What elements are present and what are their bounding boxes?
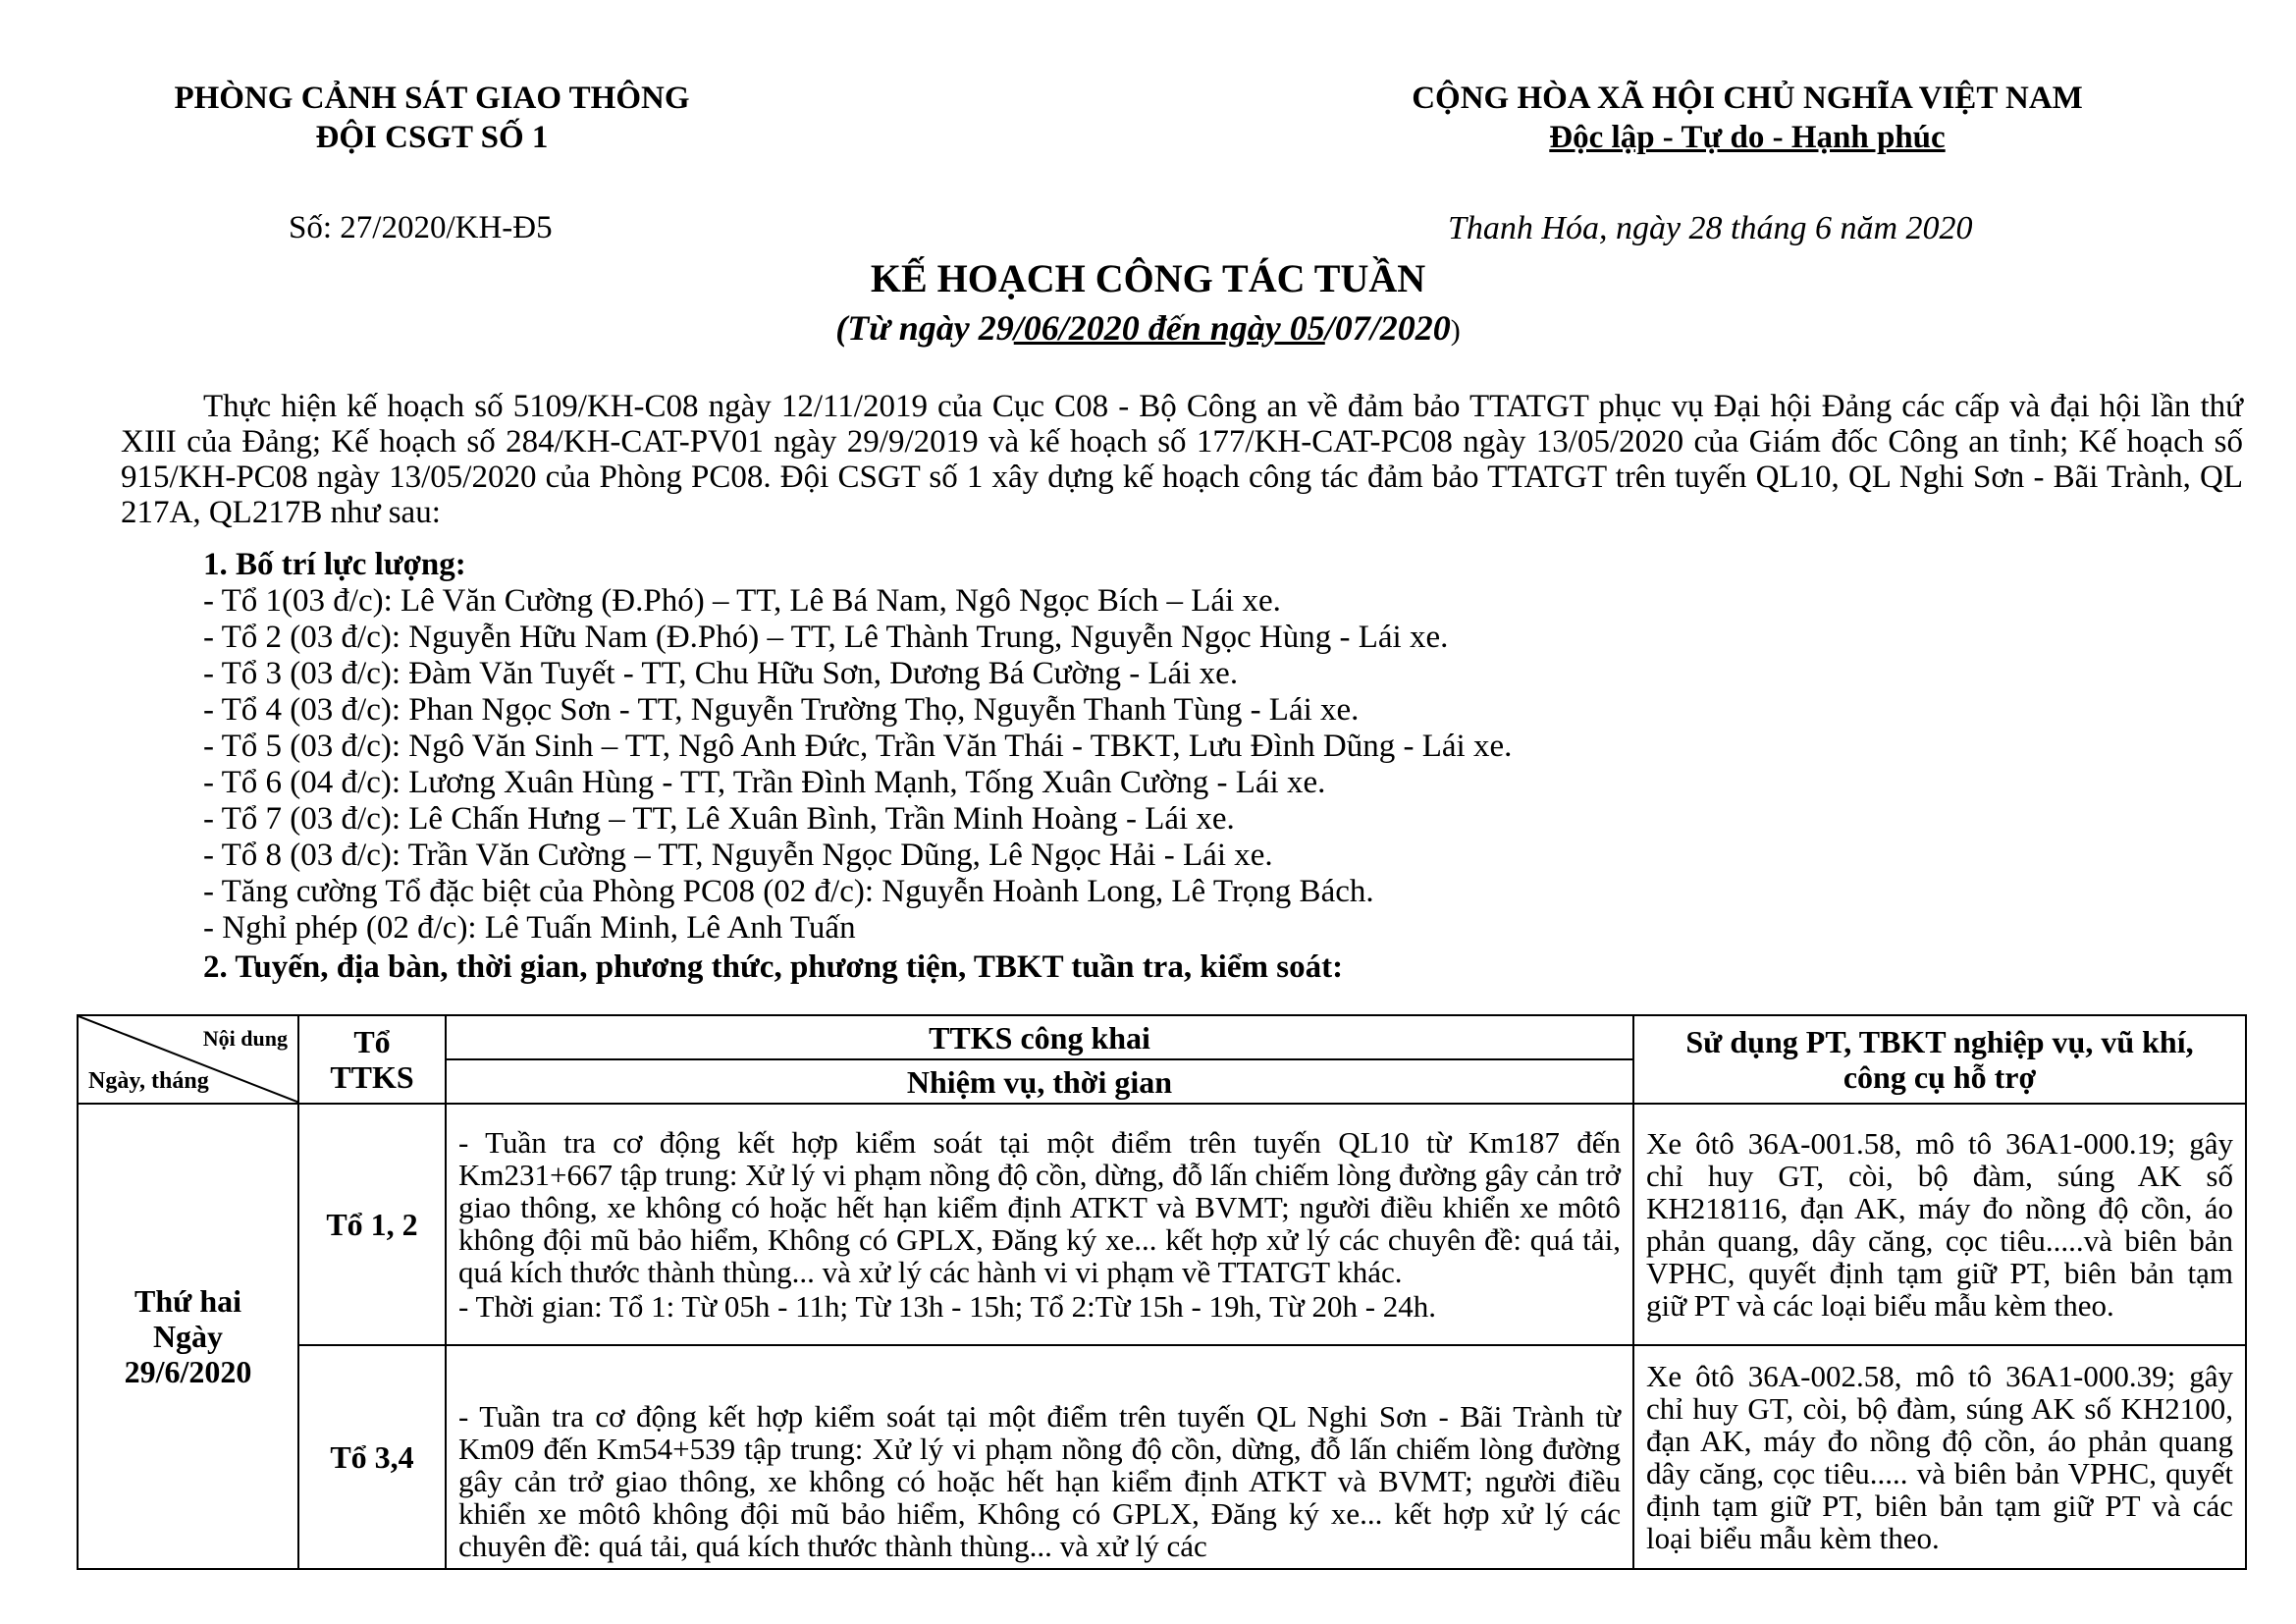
nation-name: CỘNG HÒA XÃ HỘI CHỦ NGHĨA VIỆT NAM	[1412, 81, 2083, 116]
force-item: - Tổ 1(03 đ/c): Lê Văn Cường (Đ.Phó) – TT, Lê Bá Nam, Ngô Ngọc Bích – Lái xe.	[203, 583, 1281, 619]
document-title: KẾ HOẠCH CÔNG TÁC TUẦN	[870, 256, 1426, 300]
team-cell: Tổ 3,4	[298, 1345, 446, 1569]
force-item: - Tổ 8 (03 đ/c): Trần Văn Cường – TT, Nguyễn Ngọc Dũng, Lê Ngọc Hải - Lái xe.	[203, 838, 1273, 873]
force-item: - Nghỉ phép (02 đ/c): Lê Tuấn Minh, Lê Anh Tuấn	[203, 910, 856, 946]
equipment-cell	[1633, 1345, 2246, 1569]
force-item: - Tổ 3 (03 đ/c): Đàm Văn Tuyết - TT, Chu Hữu Sơn, Dương Bá Cường - Lái xe.	[203, 656, 1239, 691]
patrol-plan-table	[77, 1014, 2247, 1570]
equipment-cell	[1633, 1104, 2246, 1345]
diagonal-header-cell	[78, 1015, 298, 1104]
force-item: - Tổ 5 (03 đ/c): Ngô Văn Sinh – TT, Ngô Anh Đức, Trần Văn Thái - TBKT, Lưu Đình Dũng - Lái xe.	[203, 729, 1513, 764]
place-date: Thanh Hóa, ngày 28 tháng 6 năm 2020	[1448, 210, 1973, 246]
section2-heading: 2. Tuyến, địa bàn, thời gian, phương thức, phương tiện, TBKT tuần tra, kiểm soát:	[203, 949, 1344, 985]
equipment-header-line1: Sử dụng PT, TBKT nghiệp vụ, vũ khí,	[1685, 1024, 2194, 1059]
team-cell: Tổ 1, 2	[298, 1104, 446, 1345]
unit-name: ĐỘI CSGT SỐ 1	[315, 120, 549, 155]
day-cell	[78, 1104, 298, 1569]
motto: Độc lập - Tự do - Hạnh phúc	[1549, 120, 1946, 155]
team-header-line1: Tổ	[353, 1024, 391, 1059]
day-date: 29/6/2020	[124, 1354, 252, 1389]
force-item: - Tổ 7 (03 đ/c): Lê Chấn Hưng – TT, Lê Xuân Bình, Trần Minh Hoàng - Lái xe.	[203, 801, 1235, 837]
public-patrol-header: TTKS công khai	[446, 1015, 1633, 1059]
team-column-header	[298, 1015, 446, 1104]
equipment-column-header	[1633, 1015, 2246, 1104]
agency-name: PHÒNG CẢNH SÁT GIAO THÔNG	[174, 81, 690, 116]
subtitle-dates: /06/2020 đến ngày 05	[1013, 308, 1325, 348]
equipment-header-line2: công cụ hỗ trợ	[1842, 1059, 2037, 1095]
task-cell	[446, 1104, 1633, 1345]
table-row	[78, 1104, 2246, 1345]
equipment-description: Xe ôtô 36A-002.58, mô tô 36A1-000.39; gây chỉ huy GT, còi, bộ đàm, súng AK số KH2100, đạn AK, máy đo nồng độ cồn, áo phản quang dây căng, cọc tiêu..... và biên bản VPHC, quyết định tạm giữ PT, biên bản tạm giữ PT và các loại biểu mẫu kèm theo.	[1646, 1359, 2233, 1555]
day-weekday: Thứ hai	[133, 1283, 242, 1319]
force-item: - Tổ 4 (03 đ/c): Phan Ngọc Sơn - TT, Nguyễn Trường Thọ, Nguyễn Thanh Tùng - Lái xe.	[203, 692, 1360, 728]
force-list	[203, 583, 1512, 947]
force-item: - Tăng cường Tổ đặc biệt của Phòng PC08 (02 đ/c): Nguyễn Hoành Long, Lê Trọng Bách.	[203, 874, 1374, 909]
national-motto	[1306, 79, 2189, 157]
subtitle-start: (Từ ngày 29	[835, 308, 1014, 348]
equipment-description: Xe ôtô 36A-001.58, mô tô 36A1-000.19; gây chỉ huy GT, còi, bộ đàm, súng AK số KH218116, đạn AK, máy đo nồng độ cồn, áo phản quang, dây căng, cọc tiêu.....và biên bản VPHC, quyết định tạm giữ PT, biên bản tạm giữ PT và các loại biểu mẫu kèm theo.	[1646, 1126, 2233, 1323]
document-number: Số: 27/2020/KH-Đ5	[289, 210, 553, 245]
task-column-header: Nhiệm vụ, thời gian	[446, 1059, 1633, 1104]
force-item: - Tổ 2 (03 đ/c): Nguyễn Hữu Nam (Đ.Phó) – TT, Lê Thành Trung, Nguyễn Ngọc Hùng - Lái xe.	[203, 620, 1449, 655]
diag-bottom-label: Ngày, tháng	[88, 1068, 209, 1094]
task-description: - Tuần tra cơ động kết hợp kiểm soát tại một điểm trên tuyến QL Nghi Sơn - Bãi Trành từ Km09 đến Km54+539 tập trung: Xử lý vi phạm nồng độ cồn, dừng, đỗ lấn chiếm lòng đường gây cản trở giao thông, xe không có hoặc hết hạn kiểm định ATKT và BVMT; người điều khiển xe môtô không đội mũ bảo hiểm, Không có GPLX, Đăng ký xe... kết hợp xử lý các chuyên đề: quá tải, quá kích thước thành thùng... và xử lý các	[458, 1399, 1621, 1563]
intro-paragraph: Thực hiện kế hoạch số 5109/KH-C08 ngày 12/11/2019 của Cục C08 - Bộ Công an về đảm bảo TTATGT phục vụ Đại hội Đảng các cấp và đại hội lần thứ XIII của Đảng; Kế hoạch số 284/KH-CAT-PV01 ngày 29/9/2019 và kế hoạch số 177/KH-CAT-PC08 ngày 13/05/2020 của Giám đốc Công an tỉnh; Kế hoạch số 915/KH-PC08 ngày 13/05/2020 của Phòng PC08. Đội CSGT số 1 xây dựng kế hoạch công tác đảm bảo TTATGT trên tuyến QL10, QL Nghi Sơn - Bãi Trành, QL 217A, QL217B như sau:	[121, 389, 2243, 530]
document-subtitle	[0, 306, 2296, 352]
force-item: - Tổ 6 (04 đ/c): Lương Xuân Hùng - TT, Trần Đình Mạnh, Tống Xuân Cường - Lái xe.	[203, 765, 1326, 800]
task-description: - Tuần tra cơ động kết hợp kiểm soát tại một điểm trên tuyến QL10 từ Km187 đến Km231+667 tập trung: Xử lý vi phạm nồng độ cồn, dừng, đỗ lấn chiếm lòng đường gây cản trở giao thông, xe không có hoặc hết hạn kiểm định ATKT và BVMT; người điều khiển xe môtô không đội mũ bảo hiểm, Không có GPLX, Đăng ký xe... kết hợp xử lý các chuyên đề: quá tải, quá kích thước thành thùng... và xử lý các hành vi vi phạm về TTATGT khác.	[458, 1125, 1621, 1289]
subtitle-close: )	[1450, 314, 1461, 347]
task-time: - Thời gian: Tổ 1: Từ 05h - 11h; Từ 13h - 15h; Tổ 2:Từ 15h - 19h, Từ 20h - 24h.	[458, 1289, 1437, 1324]
team-header-line2: TTKS	[330, 1059, 414, 1095]
table-row	[78, 1345, 2246, 1569]
section1-heading: 1. Bố trí lực lượng:	[203, 547, 466, 582]
task-cell	[446, 1345, 1633, 1569]
diag-top-label: Nội dung	[202, 1026, 288, 1051]
day-label: Ngày	[152, 1319, 224, 1354]
subtitle-end-date: /07/2020	[1324, 308, 1451, 348]
issuing-agency	[88, 79, 775, 157]
